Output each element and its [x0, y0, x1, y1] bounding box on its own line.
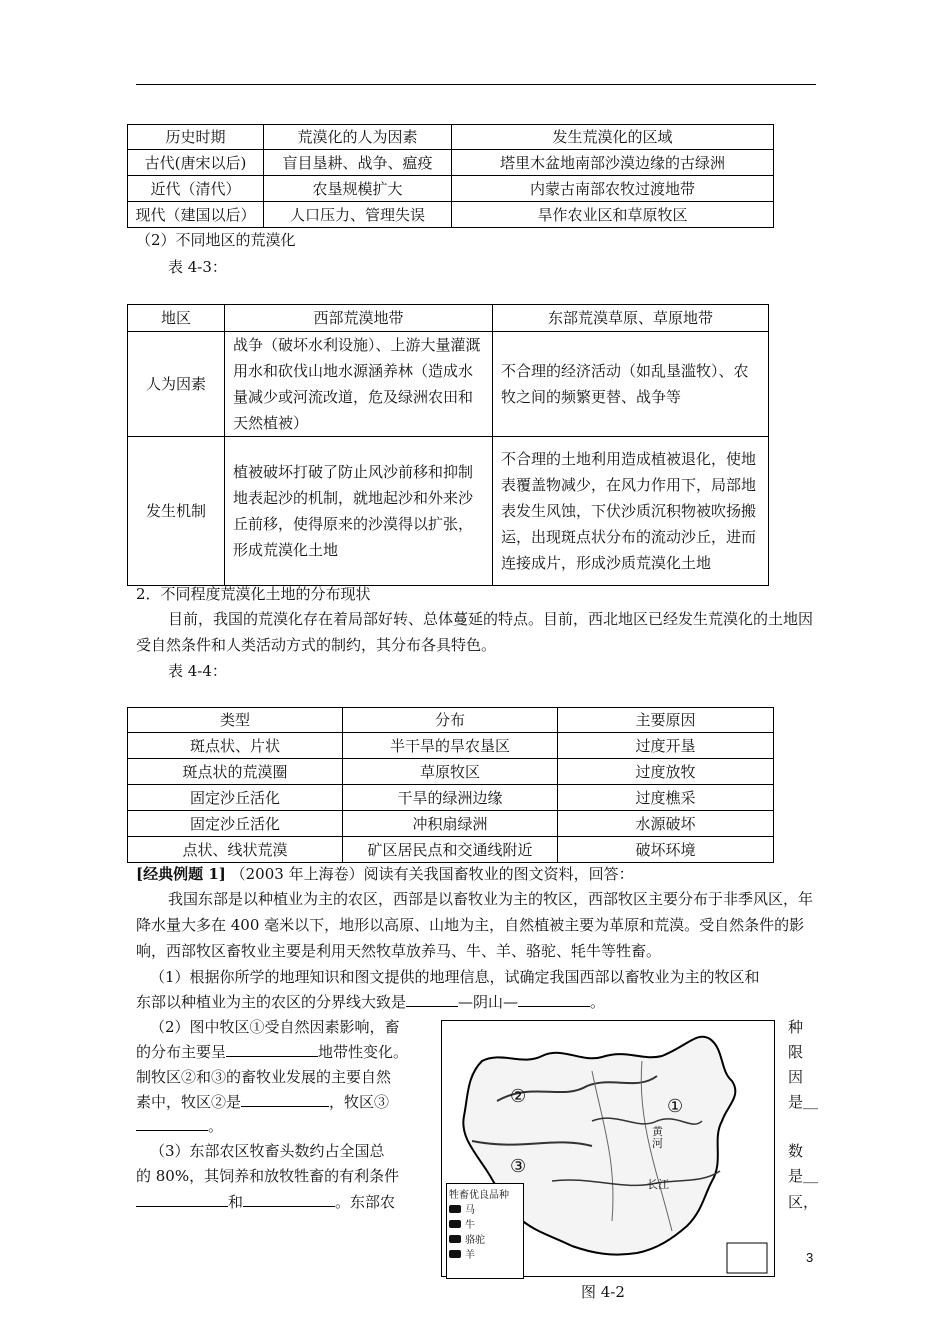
table-cell: 农垦规模扩大 [264, 176, 452, 202]
question-text: 东部以种植业为主的农区的分界线大致是 [136, 993, 407, 1011]
question-3-line-3 [136, 1189, 395, 1215]
sheep-icon [449, 1250, 461, 1258]
question-text: ，牧区③ [329, 1093, 390, 1111]
question-text: 地带性变化。 [318, 1043, 409, 1061]
question-2-line-1: （2）图中牧区①受自然因素影响，畜 [150, 1018, 400, 1036]
table-cell: 半干旱的旱农垦区 [343, 733, 558, 759]
legend-item: 马 [449, 1201, 521, 1216]
table-header-cell: 类型 [128, 708, 343, 733]
question-2-line-3: 制牧区②和③的畜牧业发展的主要自然 [136, 1068, 392, 1086]
table-row [128, 332, 769, 437]
table-header-row [128, 708, 774, 733]
table-row [128, 176, 774, 202]
river-label-yellow: 黄河 [652, 1125, 663, 1150]
question-3-line-1: （3）东部农区牧畜头数约占全国总 [150, 1142, 385, 1160]
table-cell: 斑点状的荒漠圈 [128, 759, 343, 785]
table-cell: 塔里木盆地南部沙漠边缘的古绿洲 [452, 150, 774, 176]
table-label: 表 4-4： [168, 662, 227, 680]
example-tag: [经典例题 1] [136, 865, 226, 883]
inset-map [727, 1243, 767, 1273]
table-cell: 旱作农业区和草原牧区 [452, 202, 774, 228]
page-number: 3 [806, 1250, 814, 1265]
table-header-cell: 东部荒漠草原、草原地带 [493, 305, 769, 332]
example-source: （2003 年上海卷）阅读有关我国畜牧业的图文资料，回答： [230, 865, 634, 883]
answer-blank[interactable] [518, 992, 590, 1007]
header-rule [136, 84, 816, 85]
question-text: 。 [208, 1117, 224, 1135]
question-2-line-2 [136, 1039, 408, 1065]
horse-icon [449, 1205, 461, 1213]
table-row [128, 811, 774, 837]
river-label-yangtze: 长江 [647, 1178, 669, 1191]
right-fragment: 因 [788, 1068, 804, 1086]
region-marker-2: ② [510, 1086, 527, 1107]
table-cell: 发生机制 [128, 437, 225, 586]
table-cell: 过度放牧 [558, 759, 774, 785]
question-text: 素中，牧区②是 [136, 1093, 242, 1111]
table-cell: 过度樵采 [558, 785, 774, 811]
table-cell: 不合理的经济活动（如乱垦滥牧）、农牧之间的频繁更替、战争等 [493, 332, 769, 437]
table-cell: 近代（清代） [128, 176, 264, 202]
desertification-history-table [127, 124, 774, 228]
table-header-row [128, 305, 769, 332]
example-paragraph: 我国东部是以种植业为主的农区，西部是以畜牧业为主的牧区，西部牧区主要分布于非季风区，年降水量大多在 400 毫米以下，地形以高原、山地为主，自然植被主要为革原和荒漠。受自然条件的影响，西部牧区畜牧业主要是利用天然牧草放养马、牛、羊、骆驼、牦牛等牲畜。 [136, 890, 814, 960]
question-text: 。东部农 [335, 1193, 396, 1211]
answer-blank[interactable] [136, 1192, 228, 1207]
region-marker-1: ① [667, 1096, 684, 1117]
table-header-cell: 发生荒漠化的区域 [452, 125, 774, 150]
table-label: 表 4-3： [168, 258, 227, 276]
china-livestock-map [441, 1020, 775, 1277]
table-header-cell: 西部荒漠地带 [225, 305, 493, 332]
legend-item: 牛 [449, 1216, 521, 1231]
table-cell: 固定沙丘活化 [128, 785, 343, 811]
table-cell: 盲目垦耕、战争、瘟疫 [264, 150, 452, 176]
example-title [136, 861, 634, 887]
answer-blank[interactable] [136, 1116, 208, 1131]
right-fragment: 是＿ [788, 1167, 819, 1185]
table-row [128, 437, 769, 586]
question-1-line-1: （1）根据你所学的地理知识和图文提供的地理信息，试确定我国西部以畜牧业为主的牧区和 [150, 968, 760, 986]
table-cell: 过度开垦 [558, 733, 774, 759]
section-heading: （2）不同地区的荒漠化 [136, 231, 296, 249]
table-row [128, 759, 774, 785]
table-cell: 冲积扇绿洲 [343, 811, 558, 837]
table-cell: 草原牧区 [343, 759, 558, 785]
table-cell: 不合理的土地利用造成植被退化，使地表覆盖物减少，在风力作用下，局部地表发生风蚀，下伏沙质沉积物被吹扬搬运，出现斑点状分布的流动沙丘，进而连接成片，形成沙质荒漠化土地 [493, 437, 769, 586]
table-header-cell: 历史时期 [128, 125, 264, 150]
question-2-line-5 [136, 1113, 223, 1139]
table-row [128, 733, 774, 759]
table-cell: 人为因素 [128, 332, 225, 437]
table-row [128, 202, 774, 228]
question-text: 的分布主要呈 [136, 1043, 227, 1061]
table-header-cell: 分布 [343, 708, 558, 733]
figure-caption: 图 4-2 [581, 1283, 625, 1301]
table-row [128, 785, 774, 811]
region-marker-3: ③ [510, 1156, 527, 1177]
table-cell: 破坏环境 [558, 837, 774, 863]
table-cell: 战争（破坏水利设施）、上游大量灌溉用水和砍伐山地水源涵养林（造成水量减少或河流改道，危及绿洲农田和天然植被） [225, 332, 493, 437]
table-cell: 人口压力、管理失误 [264, 202, 452, 228]
question-text: —阴山— [458, 993, 519, 1011]
question-text: 。 [590, 993, 606, 1011]
answer-blank[interactable] [243, 1192, 335, 1207]
table-cell: 干旱的绿洲边缘 [343, 785, 558, 811]
intro-paragraph: 目前，我国的荒漠化存在着局部好转、总体蔓延的特点。目前，西北地区已经发生荒漠化的土地因受自然条件和人类活动方式的制约，其分布各具特色。 [136, 610, 814, 654]
right-fragment: 种 [788, 1018, 804, 1036]
table-header-cell: 荒漠化的人为因素 [264, 125, 452, 150]
right-fragment: 区， [788, 1193, 819, 1211]
answer-blank[interactable] [241, 1092, 329, 1107]
table-header-row [128, 125, 774, 150]
table-header-cell: 地区 [128, 305, 225, 332]
table-cell: 点状、线状荒漠 [128, 837, 343, 863]
question-text: 和 [228, 1193, 244, 1211]
question-1-line-2 [136, 989, 605, 1015]
map-legend [446, 1183, 524, 1279]
cattle-icon [449, 1220, 461, 1228]
table-cell: 水源破坏 [558, 811, 774, 837]
right-fragment: 数 [788, 1142, 804, 1160]
answer-blank[interactable] [226, 1042, 318, 1057]
table-cell: 现代（建国以后） [128, 202, 264, 228]
answer-blank[interactable] [406, 992, 458, 1007]
table-cell: 古代(唐宋以后) [128, 150, 264, 176]
legend-title: 牲畜优良品种 [449, 1190, 509, 1201]
right-fragment: 是＿ [788, 1093, 819, 1111]
section-heading: 2．不同程度荒漠化土地的分布现状 [136, 585, 371, 603]
table-cell: 斑点状、片状 [128, 733, 343, 759]
question-2-line-4 [136, 1089, 389, 1115]
table-header-cell: 主要原因 [558, 708, 774, 733]
desertification-distribution-table [127, 707, 774, 863]
table-cell: 内蒙古南部农牧过渡地带 [452, 176, 774, 202]
camel-icon [449, 1235, 461, 1243]
legend-item: 羊 [449, 1246, 521, 1261]
table-row [128, 150, 774, 176]
table-cell: 植被破坏打破了防止风沙前移和抑制地表起沙的机制，就地起沙和外来沙丘前移，使得原来的沙漠得以扩张，形成荒漠化土地 [225, 437, 493, 586]
right-fragment: 限 [788, 1043, 804, 1061]
regional-desertification-table [127, 304, 769, 586]
question-3-line-2: 的 80%，其饲养和放牧牲畜的有利条件 [136, 1167, 400, 1185]
legend-item: 骆驼 [449, 1231, 521, 1246]
table-cell: 矿区居民点和交通线附近 [343, 837, 558, 863]
table-row [128, 837, 774, 863]
table-cell: 固定沙丘活化 [128, 811, 343, 837]
